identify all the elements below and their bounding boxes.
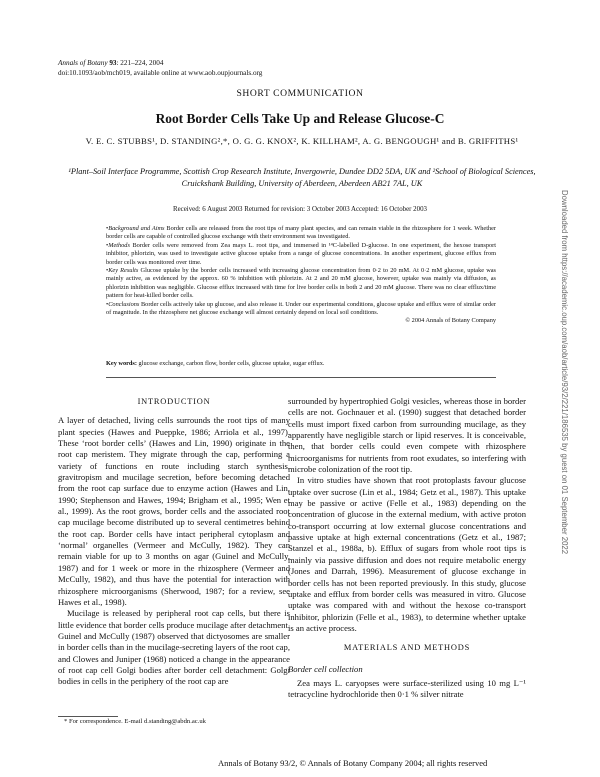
page-footer: Annals of Botany 93/2, © Annals of Botany Company 2004; all rights reserved bbox=[218, 758, 488, 768]
methods-heading: MATERIALS AND METHODS bbox=[343, 643, 471, 653]
footnote-divider bbox=[58, 716, 118, 717]
journal-pages: : 221–224, 2004 bbox=[116, 59, 164, 67]
download-link[interactable]: Downloaded from https://academic.oup.com/aob/article/93/2/221/186535 by guest on 01 September 2022 bbox=[560, 190, 569, 555]
abstract-methods-label: Methods bbox=[108, 241, 130, 249]
abstract-results-text: Glucose uptake by the border cells increased with increasing glucose concentration from 0·2 to 20 mM. At 0·2 mM glucose, uptake was mainly active, as evidenced by the approx. 60 % inhibition with phlorizin. At 2 and 20 mM glucose, however, uptake was mainly via diffusion, as phlorizin inhibition was negligible. Glucose efflux increased with time for live border cells in both 2 and 20 mM glucose. There was no clear efflux/time pattern for heat-killed border cells. bbox=[106, 267, 496, 300]
abstract-divider bbox=[106, 377, 496, 378]
affiliations: ¹Plant–Soil Interface Programme, Scottish Crop Research Institute, Invergowrie, Dundee DD2 5DA, UK and ²School of Biological Sciences, Cruickshank Building, University of Aberdeen, Aberdeen AB21 7AL, UK bbox=[68, 167, 536, 188]
keywords-text: glucose exchange, carbon flow, border cells, glucose uptake, sugar efflux. bbox=[138, 360, 325, 367]
abstract-background: •Background and Aims Border cells are released from the root tips of many plant species, and can remain viable in the rhizosphere for 1 week. Whether border cells are capable of controlled glucose exchange with their environment was investigated. bbox=[106, 225, 496, 241]
author-list: V. E. C. STUBBS¹, D. STANDING²,*, O. G. G. KNOX², K. KILLHAM², A. G. BENGOUGH¹ and B. GRIFFITHS¹ bbox=[85, 136, 519, 146]
abstract-results: •Key Results Glucose uptake by the border cells increased with increasing glucose concentration from 0·2 to 20 mM. At 0·2 mM glucose, uptake was mainly active, as evidenced by the approx. 60 % inhibition with phlorizin. At 2 and 20 mM glucose, however, uptake was mainly via diffusion, as phlorizin inhibition was negligible. Glucose efflux increased with time for live border cells in both 2 and 20 mM glucose. There was no clear efflux/time pattern for heat-killed border cells. bbox=[106, 267, 496, 300]
intro-paragraph-1: A layer of detached, living cells surrounds the root tips of many plant species (Hawes and Pueppke, 1986; Arriola et al., 1997). These ‘root border cells’ (Hawes and Lin, 1990) originate in the root cap meristem. They migrate through the cap, performing a variety of functions en route including starch synthesis, gravitropism and mucilage secretion, before becoming detached from the root cap surface due to enzyme action (Hawes and Lin, 1990; Stephenson and Hawes, 1994; Brigham et al., 1995; Wen et al., 1999). As the root grows, border cells and the associated root cap mucilage become distributed up to several centimetres behind the root cap. Border cells have intact peripheral cytoplasm and ‘normal’ organelles (Vermeer and McCully, 1982). They can remain viable for up to 3 months on agar (Guinel and McCully, 1987) and for 1 week or more in the rhizosphere (Vermeer and McCully, 1982), and thus have the potential for interaction with rhizosphere microorganisms (Sherwood, 1987; for a review, see Hawes et al., 1998). bbox=[58, 415, 290, 607]
abstract-conclusions: •Conclusions Border cells actively take up glucose, and also release it. Under our experimental conditions, glucose uptake and efflux were of similar order of magnitude. In the rhizosphere net glucose exchange will almost certainly depend on local soil conditions. bbox=[106, 300, 496, 317]
keywords-label: Key words: bbox=[106, 360, 137, 367]
intro-paragraph-4: In vitro studies have shown that root protoplasts favour glucose uptake over sucrose (Lin et al., 1984; Getz et al., 1987). This uptake may be passive or active (Felle et al., 1983) depending on the concentration of glucose in the external medium, with active proton co-transport occurring at low external glucose concentrations and passive uptake at high external concentrations (Getz et al., 1987; Stanzel et al., 1988a, b). Efflux of sugars from whole root tips is mainly via passive diffusion and does not require metabolic energy (Jones and Darrah, 1996). Measurement of glucose exchange in border cells has not been reported previously. In this study, glucose uptake and efflux from border cells was measured in vitro. Glucose uptake was compared with and without the hexose co-transport inhibitor, phlorizin (Felle et al., 1983), to determine whether uptake is an active process. bbox=[288, 475, 526, 633]
journal-header bbox=[58, 58, 262, 78]
abstract-methods: •Methods Border cells were removed from Zea mays L. root tips, and immersed in ¹⁴C-labelled D-glucose. In one experiment, the hexose transport inhibitor, phlorizin, was used to investigate active glucose uptake from a range of glucose concentrations. In another experiment, glucose efflux from border cells was monitored over time. bbox=[106, 241, 497, 266]
doi-line: doi:10.1093/aob/mch019, available online at www.aob.oupjournals.org bbox=[58, 69, 263, 77]
methods-paragraph-1: Zea mays L. caryopses were surface-sterilized using 10 mg L⁻¹ tetracycline hydrochloride then 0·1 % silver nitrate bbox=[288, 677, 526, 700]
correspondence-footnote: * For correspondence. E-mail d.standing@abdn.ac.uk bbox=[64, 718, 206, 725]
intro-paragraph-3: surrounded by hypertrophied Golgi vesicles, whereas those in border cells are not. Gochnauer et al. (1990) suggest that detached border cells must import fixed carbon from surrounding mucilage, as they apparently have negligible starch or lipid reserves. It is conceivable, then, that border cells could even compete with rhizosphere microorganisms for nutrients from root exudates, so interfering with microbe colonization of the root tip. bbox=[288, 396, 526, 475]
keywords bbox=[106, 360, 496, 367]
paper-title: Root Border Cells Take Up and Release Glucose-C bbox=[155, 111, 445, 126]
abstract-conclusions-label: Conclusions bbox=[108, 300, 140, 308]
introduction-heading: INTRODUCTION bbox=[137, 397, 211, 406]
abstract-copyright: © 2004 Annals of Botany Company bbox=[405, 317, 496, 325]
abstract-methods-text: Border cells were removed from Zea mays L. root tips, and immersed in ¹⁴C-labelled D-glucose. In one experiment, the hexose transport inhibitor, phlorizin, was used to investigate active glucose uptake from a range of glucose concentrations. In another experiment, glucose efflux from border cells was monitored over time. bbox=[106, 241, 497, 266]
journal-name: Annals of Botany bbox=[58, 59, 108, 67]
left-column bbox=[58, 396, 290, 688]
submission-dates: Received: 6 August 2003 Returned for revision: 3 October 2003 Accepted: 16 October 2003 bbox=[173, 206, 427, 213]
abstract-conclusions-text: Border cells actively take up glucose, and also release it. Under our experimental conditions, glucose uptake and efflux were of similar order of magnitude. In the rhizosphere net glucose exchange will almost certainly depend on local soil conditions. bbox=[106, 300, 496, 317]
abstract bbox=[106, 225, 496, 326]
methods-subheading: Border cell collection bbox=[288, 663, 363, 674]
abstract-background-text: Border cells are released from the root tips of many plant species, and can remain viable in the rhizosphere for 1 week. Whether border cells are capable of controlled glucose exchange with their environment was investigated. bbox=[106, 225, 496, 241]
right-column bbox=[288, 396, 526, 701]
intro-paragraph-2: Mucilage is released by peripheral root cap cells, but there is little evidence that border cells produce mucilage after detachment. Guinel and McCully (1987) observed that dictyosomes are smaller in border cells than in the mucilage-secreting layers of the root cap, and Clowes and Juniper (1968) noticed a change in the appearance of root cap cell Golgi bodies after border cell detachment: Golgi bodies in cells in the periphery of the root cap are bbox=[58, 608, 290, 687]
abstract-results-label: Key Results bbox=[108, 267, 139, 275]
download-watermark[interactable] bbox=[560, 190, 569, 555]
section-label: SHORT COMMUNICATION bbox=[236, 88, 364, 99]
journal-volume: 93 bbox=[109, 59, 117, 67]
abstract-background-label: Background and Aims bbox=[108, 225, 165, 232]
